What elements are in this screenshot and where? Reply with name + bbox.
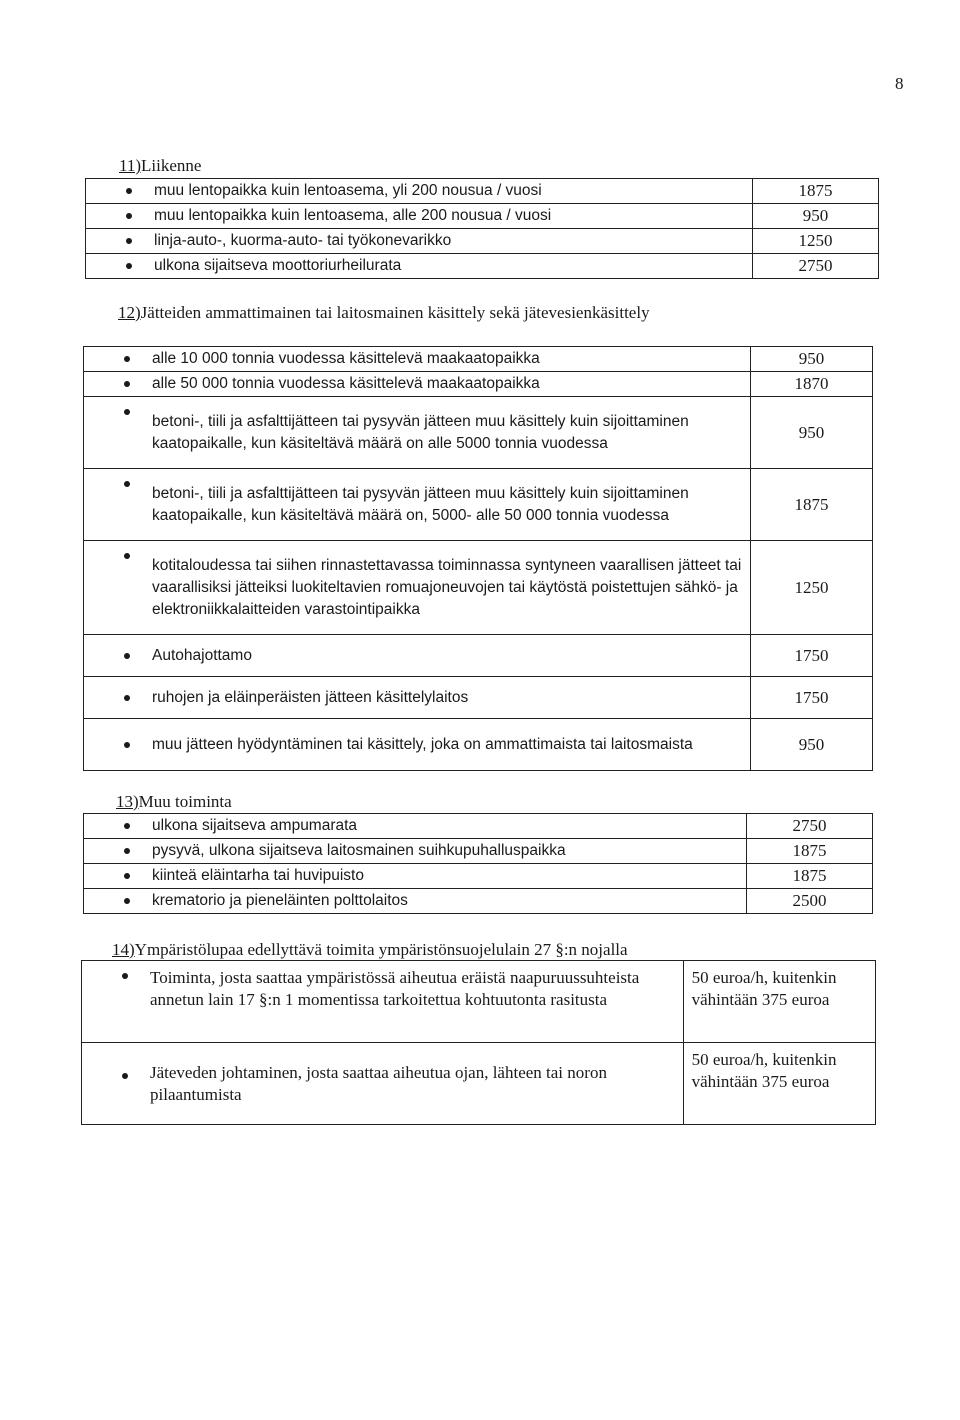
- row-description: muu lentopaikka kuin lentoasema, alle 200 nousua / vuosi: [86, 204, 753, 229]
- section-12-table: [83, 346, 873, 771]
- bullet-icon: [124, 742, 130, 748]
- section-13-heading: [116, 791, 232, 812]
- table-row: [84, 397, 873, 469]
- row-description: Toiminta, josta saattaa ympäristössä aiheutua eräistä naapuruussuhteista annetun lain 17 §:n 1 momentissa tarkoitettua kohtuutonta rasitusta: [82, 961, 684, 1043]
- table-row: [86, 229, 879, 254]
- row-description: alle 50 000 tonnia vuodessa käsittelevä maakaatopaikka: [84, 372, 751, 397]
- row-value: 1250: [753, 229, 879, 254]
- section-title: Jätteiden ammattimainen tai laitosmainen käsittely sekä jätevesienkäsittely: [140, 303, 650, 322]
- section-14-heading: [112, 939, 628, 960]
- row-value: 950: [753, 204, 879, 229]
- row-value: 1750: [751, 677, 873, 719]
- section-title: Liikenne: [141, 156, 202, 175]
- bullet-icon: [126, 188, 132, 194]
- table-row: [84, 469, 873, 541]
- section-12-heading: [118, 302, 678, 323]
- row-description: ulkona sijaitseva moottoriurheilurata: [86, 254, 753, 279]
- row-value: 1750: [751, 635, 873, 677]
- row-value: 1875: [753, 179, 879, 204]
- section-number: 14): [112, 940, 135, 959]
- section-14-table: [81, 960, 876, 1125]
- section-title: Muu toiminta: [138, 792, 232, 811]
- bullet-icon: [122, 973, 128, 979]
- section-number: 13): [116, 792, 139, 811]
- row-value: 950: [751, 397, 873, 469]
- row-description: kiinteä eläintarha tai huvipuisto: [84, 864, 747, 889]
- table-row: [82, 961, 876, 1043]
- section-title: Ympäristölupaa edellyttävä toimita ympäristönsuojelulain 27 §:n nojalla: [134, 940, 628, 959]
- bullet-icon: [124, 848, 130, 854]
- row-description: betoni-, tiili ja asfalttijätteen tai pysyvän jätteen muu käsittely kuin sijoittaminen kaatopaikalle, kun käsiteltävä määrä on, 5000- alle 50 000 tonnia vuodessa: [84, 469, 751, 541]
- row-description: ulkona sijaitseva ampumarata: [84, 814, 747, 839]
- section-11-table: [85, 178, 879, 279]
- bullet-icon: [126, 238, 132, 244]
- row-description: kotitaloudessa tai siihen rinnastettavassa toiminnassa syntyneen vaarallisen jätteet tai vaarallisiksi jätteiksi luokiteltavien romuajoneuvojen tai käytöstä poistettujen sähkö- ja elektroniikkalaitteiden varastointipaikka: [84, 541, 751, 635]
- table-row: [84, 677, 873, 719]
- table-row: [84, 541, 873, 635]
- table-row: [86, 204, 879, 229]
- row-value: 1875: [747, 839, 873, 864]
- row-value: 950: [751, 719, 873, 771]
- row-value: 2750: [747, 814, 873, 839]
- bullet-icon: [124, 695, 130, 701]
- table-row: [84, 889, 873, 914]
- bullet-icon: [126, 263, 132, 269]
- row-value: 2500: [747, 889, 873, 914]
- row-description: muu jätteen hyödyntäminen tai käsittely, joka on ammattimaista tai laitosmaista: [84, 719, 751, 771]
- bullet-icon: [124, 553, 130, 559]
- row-description: linja-auto-, kuorma-auto- tai työkonevarikko: [86, 229, 753, 254]
- row-value: 1870: [751, 372, 873, 397]
- row-description: ruhojen ja eläinperäisten jätteen käsittelylaitos: [84, 677, 751, 719]
- section-number: 12): [118, 303, 141, 322]
- bullet-icon: [124, 481, 130, 487]
- bullet-icon: [126, 213, 132, 219]
- table-row: [84, 864, 873, 889]
- table-row: [86, 254, 879, 279]
- table-row: [84, 814, 873, 839]
- row-value: 1875: [747, 864, 873, 889]
- row-description: Autohajottamo: [84, 635, 751, 677]
- row-value: 950: [751, 347, 873, 372]
- section-number: 11): [119, 156, 142, 175]
- bullet-icon: [124, 873, 130, 879]
- bullet-icon: [124, 381, 130, 387]
- section-13-table: [83, 813, 873, 914]
- bullet-icon: [124, 653, 130, 659]
- row-value: 2750: [753, 254, 879, 279]
- bullet-icon: [124, 898, 130, 904]
- row-description: muu lentopaikka kuin lentoasema, yli 200 nousua / vuosi: [86, 179, 753, 204]
- table-row: [84, 372, 873, 397]
- row-description: Jäteveden johtaminen, josta saattaa aiheutua ojan, lähteen tai noron pilaantumista: [82, 1043, 684, 1125]
- table-row: [84, 347, 873, 372]
- table-row: [84, 635, 873, 677]
- row-value: 50 euroa/h, kuitenkin vähintään 375 euroa: [683, 961, 875, 1043]
- table-row: [84, 719, 873, 771]
- row-description: pysyvä, ulkona sijaitseva laitosmainen suihkupuhalluspaikka: [84, 839, 747, 864]
- table-row: [82, 1043, 876, 1125]
- row-description: betoni-, tiili ja asfalttijätteen tai pysyvän jätteen muu käsittely kuin sijoittaminen kaatopaikalle, kun käsiteltävä määrä on alle 5000 tonnia vuodessa: [84, 397, 751, 469]
- row-value: 1250: [751, 541, 873, 635]
- bullet-icon: [124, 409, 130, 415]
- table-row: [84, 839, 873, 864]
- row-description: alle 10 000 tonnia vuodessa käsittelevä maakaatopaikka: [84, 347, 751, 372]
- bullet-icon: [122, 1073, 128, 1079]
- row-value: 50 euroa/h, kuitenkin vähintään 375 euroa: [683, 1043, 875, 1125]
- section-11-heading: [119, 155, 201, 176]
- bullet-icon: [124, 823, 130, 829]
- page-number: 8: [895, 74, 904, 93]
- row-description: krematorio ja pieneläinten polttolaitos: [84, 889, 747, 914]
- table-row: [86, 179, 879, 204]
- row-value: 1875: [751, 469, 873, 541]
- bullet-icon: [124, 356, 130, 362]
